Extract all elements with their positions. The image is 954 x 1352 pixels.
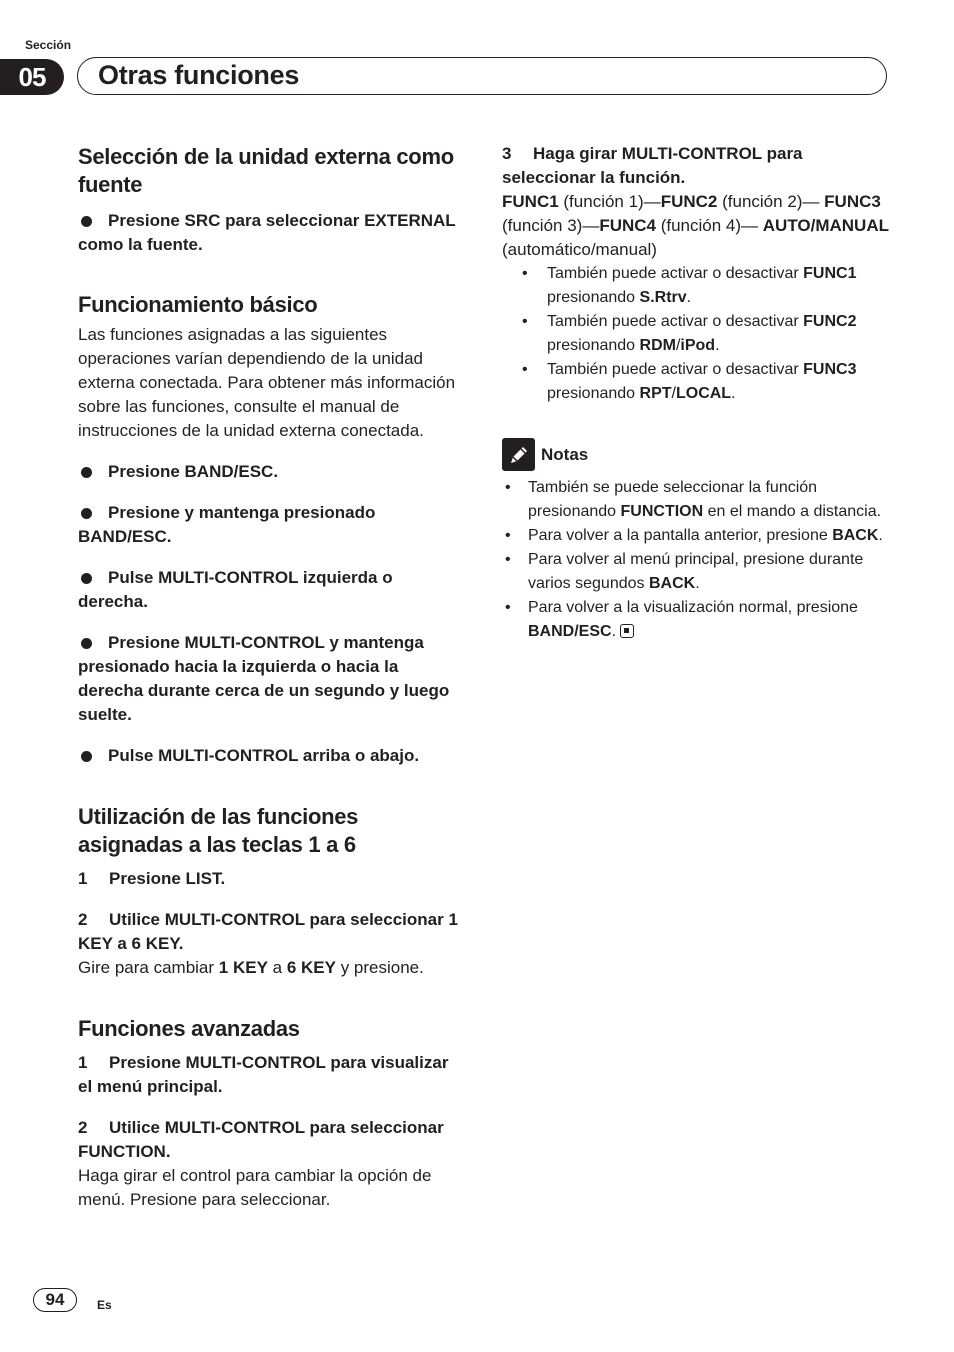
function-sequence: FUNC1 (función 1)—FUNC2 (función 2)— FUNC3 (función 3)—FUNC4 (función 4)— AUTO/MANUAL (automático/manual) <box>502 192 889 259</box>
heading-assigned-keys: Utilización de las funciones asignadas a las teclas 1 a 6 <box>78 804 359 857</box>
list-item: • Para volver al menú principal, presione durante varios segundos BACK. <box>502 548 890 596</box>
page-number: 94 <box>33 1288 77 1312</box>
function-toggle-list <box>502 262 890 406</box>
step-advanced-2-body: Haga girar el control para cambiar la opción de menú. Presione para seleccionar. <box>78 1166 432 1209</box>
left-column <box>78 142 466 1212</box>
notes-list <box>502 476 890 644</box>
step-keys-2-body: Gire para cambiar 1 KEY a 6 KEY y presione. <box>78 958 424 977</box>
list-item: • Para volver a la visualización normal, presione BAND/ESC. <box>502 596 890 644</box>
bullet-dot-icon <box>81 638 92 649</box>
bullet-dot-icon <box>81 216 92 227</box>
step-advanced-2: 2 Utilice MULTI-CONTROL para seleccionar FUNCTION. <box>78 1118 444 1161</box>
notes-title: Notas <box>541 444 589 464</box>
step-basic-1: Presione BAND/ESC. <box>78 460 466 484</box>
step-keys-2: 2 Utilice MULTI-CONTROL para seleccionar 1 KEY a 6 KEY. <box>78 910 458 953</box>
list-item: • También puede activar o desactivar FUNC3 presionando RPT/LOCAL. <box>502 358 890 406</box>
heading-external-unit: Selección de la unidad externa como fuente <box>78 144 454 197</box>
basic-operation-body: Las funciones asignadas a las siguientes operaciones varían dependiendo de la unidad externa conectada. Para obtener más información sobre las funciones, consulte el manual de instrucciones de la unidad externa conectada. <box>78 325 456 440</box>
bullet-dot-icon <box>81 467 92 478</box>
section-label: Sección <box>25 38 72 52</box>
step-keys-1: 1 Presione LIST. <box>78 869 226 888</box>
section-number-badge: 05 <box>0 59 64 95</box>
step-basic-2: Presione y mantenga presionado BAND/ESC. <box>78 503 376 546</box>
pencil-icon <box>502 438 535 471</box>
bullet-dot-icon <box>81 508 92 519</box>
heading-basic-operation: Funcionamiento básico <box>78 292 318 317</box>
step-basic-3: Pulse MULTI-CONTROL izquierda o derecha. <box>78 568 393 611</box>
list-item: • También puede activar o desactivar FUNC1 presionando S.Rtrv. <box>502 262 890 310</box>
end-mark-icon <box>620 624 634 638</box>
section-title: Otras funciones <box>98 60 300 90</box>
list-item: • Para volver a la pantalla anterior, presione BACK. <box>502 524 890 548</box>
right-column <box>502 142 890 644</box>
step-advanced-1: 1 Presione MULTI-CONTROL para visualizar el menú principal. <box>78 1053 449 1096</box>
step-basic-4: Presione MULTI-CONTROL y mantenga presionado hacia la izquierda o hacia la derecha durante cerca de un segundo y luego suelte. <box>78 633 450 724</box>
step-select-source: Presione SRC para seleccionar EXTERNAL como la fuente. <box>78 211 456 254</box>
heading-advanced-functions: Funciones avanzadas <box>78 1016 300 1041</box>
bullet-dot-icon <box>81 573 92 584</box>
step-basic-5: Pulse MULTI-CONTROL arriba o abajo. <box>78 744 466 768</box>
language-code: Es <box>97 1298 112 1312</box>
step-func-3: 3 Haga girar MULTI-CONTROL para seleccionar la función. <box>502 144 803 187</box>
list-item: • También se puede seleccionar la función presionando FUNCTION en el mando a distancia. <box>502 476 890 524</box>
bullet-dot-icon <box>81 751 92 762</box>
notes-header <box>502 438 890 471</box>
list-item: • También puede activar o desactivar FUNC2 presionando RDM/iPod. <box>502 310 890 358</box>
